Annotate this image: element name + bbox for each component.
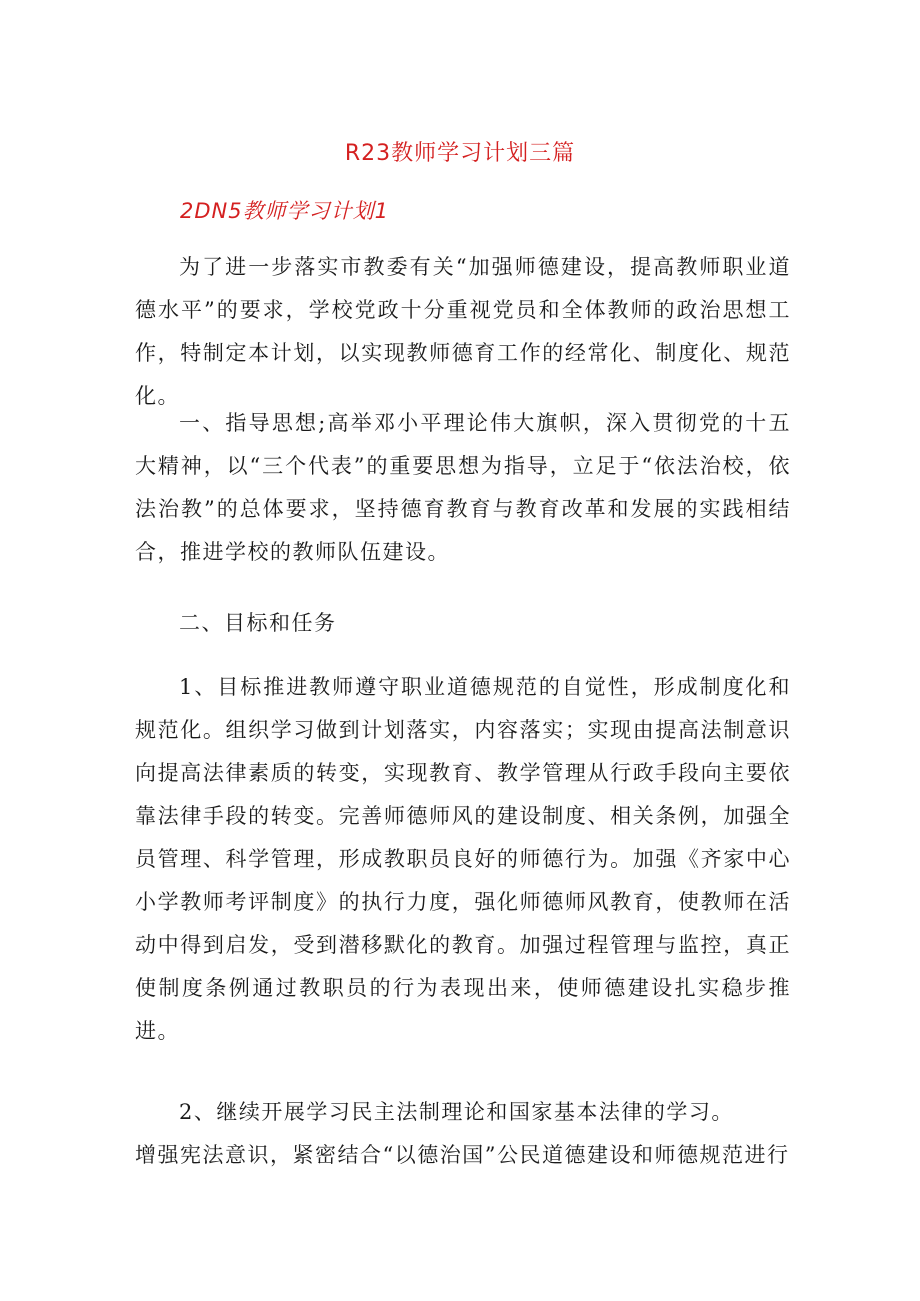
document-subtitle: 2DN5教师学习计划1 [180, 199, 389, 223]
paragraph-intro: 为了进一步落实市教委有关“加强师德建设，提高教师职业道德水平”的要求，学校党政十分重视党员和全体教师的政治思想工作，特制定本计划，以实现教师德育工作的经常化、制度化、规范化。 [135, 255, 791, 408]
paragraph-goal-1: 1、目标推进教师遵守职业道德规范的自觉性，形成制度化和规范化。组织学习做到计划落实，内容落实；实现由提高法制意识向提高法律素质的转变，实现教育、教学管理从行政手段向主要依靠法律手段的转变。完善师德师风的建设制度、相关条例，加强全员管理、科学管理，形成教职员良好的师德行为。加强《齐家中心小学教师考评制度》的执行力度，强化师德师风教育，使教师在活动中得到启发，受到潜移默化的教育。加强过程管理与监控，真正使制度条例通过教职员的行为表现出来，使师德建设扎实稳步推进。 [135, 675, 791, 1043]
paragraph-continuation: 增强宪法意识，紧密结合“以德治国”公民道德建设和师德规范进行 [135, 1143, 790, 1167]
paragraph-goal-2: 2、继续开展学习民主法制理论和国家基本法律的学习。 [179, 1100, 734, 1124]
document-title: R23教师学习计划三篇 [344, 141, 576, 166]
section-heading-goals: 二、目标和任务 [179, 611, 337, 635]
paragraph-guiding-ideology: 一、指导思想;高举邓小平理论伟大旗帜，深入贯彻党的十五大精神，以“三个代表”的重要思想为指导，立足于“依法治校，依法治教”的总体要求，坚持德育教育与教育改革和发展的实践相结合，推进学校的教师队伍建设。 [135, 411, 791, 564]
